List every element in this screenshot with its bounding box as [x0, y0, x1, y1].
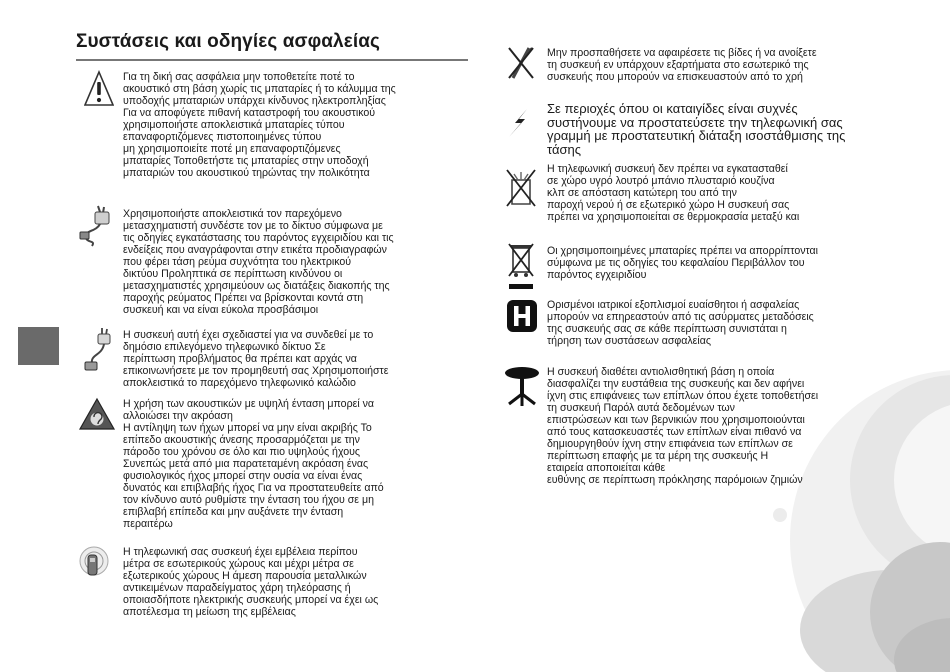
warning-triangle-icon: [84, 70, 114, 108]
page-title: Συστάσεις και οδηγίες ασφαλείας: [76, 31, 380, 52]
medical-equipment-text: Ορισμένοι ιατρικοί εξοπλισμοί ευαίσθητοι ή ασφαλείας μπορούν να επηρεαστούν από τις ασύρματες μεταδόσεις της συσκευής σας σε κάθε περίπτωση συνιστάται η τήρηση των συστάσεων ασφαλείας: [547, 299, 814, 347]
title-divider: [76, 59, 468, 61]
volume-safety-text: Η χρήση των ακουστικών με υψηλή ένταση μπορεί να αλλοιώσει την ακρόαση Η αντίληψη των ήχων μπορεί να μην είναι ακριβής Το επίπεδο ακουστικής άνεσης προσαρμόζεται με την πάροδο του χρόνου σε όλο και πιο υψηλούς ήχους Συνεπώς μετά από μια παρατεταμένη ακρόαση ένας φυσιολογικός ήχος μπορεί στην ουσία να είναι ένας δυνατός και επιβλαβής ήχος Για να προστατευθείτε από τον κίνδυνο αυτό ρυθμίστε την ένταση του ήχου σε μη επιβλαβή επίπεδα και μην αυξάνετε την ένταση περαιτέρω: [123, 398, 384, 530]
power-adapter-icon: [78, 204, 116, 248]
section-tab-marker: [18, 327, 59, 365]
power-adapter-text: Χρησιμοποιήστε αποκλειστικά τον παρεχόμενο μετασχηματιστή συνδέστε τον με το δίκτυο σύμφωνα με τις οδηγίες εγκατάστασης του παρόντος εγχειριδίου και τις ενδείξεις που αναγράφονται στην ετικέτα προδιαγραφών που φέρει τάση ρεύμα συχνότητα του ηλεκτρικού δικτύου Προληπτικά σε περίπτωση κινδύνου οι μετασχηματιστές χρησιμεύουν ως διατάξεις διακοπής της παροχής ρεύματος Πρέπει να βρίσκονται κοντά στη συσκευή και να είναι εύκολα προσβάσιμοι: [123, 208, 394, 316]
lightning-icon: [505, 107, 533, 139]
lightning-protection-text: Σε περιοχές όπου οι καταιγίδες είναι συχνές συστήνουμε να προστατεύσετε την τηλεφωνική σας γραμμή με προστατευτική διάταξη ισοστάθμισης της τάσης: [547, 101, 846, 157]
phone-plug-icon: [80, 326, 114, 372]
no-opening-text: Μην προσπαθήσετε να αφαιρέσετε τις βίδες ή να ανοίξετε τη συσκευή εν υπάρχουν εξαρτήματα στο εσωτερικό της συσκευής που μπορούν να επισκευαστούν από το χρή: [547, 47, 817, 83]
range-info-text: Η τηλεφωνική σας συσκευή έχει εμβέλεια περίπου μέτρα σε εσωτερικούς χώρους και μέχρι μέτρα σε εξωτερικούς χώρους Η άμεση παρουσία μεταλλικών αντικειμένων παραδείγματος χάρη τηλεόρασης ή οποιασδήποτε ηλεκτρικής συσκευής μπορεί να έχει ως αποτέλεσμα τη μείωση της εμβέλειας: [123, 546, 379, 618]
no-water-icon: [504, 164, 538, 208]
no-screwdriver-icon: [505, 44, 537, 82]
table-surface-icon: [503, 364, 541, 408]
phone-line-text: Η συσκευή αυτή έχει σχεδιαστεί για να συνδεθεί με το δημόσιο επιλεγόμενο τηλεφωνικό δίκτυο Σε περίπτωση προβλήματος θα πρέπει κατ αρχάς να επικοινωνήσετε με τον προμηθευτή σας Χρησιμοποιήστε αποκλειστικά το παρεχόμενο τηλεφωνικό καλώδιο: [123, 329, 389, 389]
handset-range-icon: [76, 546, 112, 580]
hospital-icon: [506, 299, 538, 333]
hearing-warning-icon: [78, 397, 116, 431]
humidity-warning-text: Η τηλεφωνική συσκευή δεν πρέπει να εγκατασταθεί σε χώρο υγρό λουτρό μπάνιο πλυσταριό κουζίνα κλπ σε απόσταση κατώτερη του από την παροχή νερού ή σε εξωτερικό χώρο Η συσκευή σας πρέπει να χρησιμοποιείται σε θερμοκρασία μεταξύ και: [547, 163, 800, 223]
recycle-bin-icon: [505, 242, 537, 292]
battery-disposal-text: Οι χρησιμοποιημένες μπαταρίες πρέπει να απορρίπτονται σύμφωνα με τις οδηγίες του κεφαλαίου Περιβάλλον του παρόντος εγχειριδίου: [547, 245, 819, 281]
furniture-surface-text: Η συσκευή διαθέτει αντιολισθητική βάση η οποία διασφαλίζει την ευστάθεια της συσκευής και δεν αφήνει ίχνη στις επιφάνειες των επίπλων όπου έχετε τοποθετήσει τη συσκευή Παρόλ αυτά δεδομένων των επιστρώσεων και των βερνικιών που χρησιμοποιούνται από τους κατασκευαστές των επίπλων είναι πιθανό να δημιουργηθούν ίχνη στην επιφάνεια των επίπλων σε περίπτωση επαφής με τα μέρη της συσκευής Η εταιρεία αποποιείται κάθε ευθύνης σε περίπτωση πρόκλησης παρόμοιων ζημιών: [547, 366, 819, 486]
battery-safety-text: Για τη δική σας ασφάλεια μην τοποθετείτε ποτέ το ακουστικό στη βάση χωρίς τις μπαταρίες ή το κάλυμμα της υποδοχής μπαταριών υπάρχει κίνδυνος ηλεκτροπληξίας Για να αποφύγετε πιθανή καταστροφή του ακουστικού χρησιμοποιήστε αποκλειστικά μπαταρίες τύπου επαναφορτιζόμενες πιστοποιημένες τύπου μη χρησιμοποιείτε ποτέ μη επαναφορτιζόμενες μπαταρίες Τοποθετήστε τις μπαταρίες στην υποδοχή μπαταριών του ακουστικού τηρώντας την πολικότητα: [123, 71, 396, 179]
